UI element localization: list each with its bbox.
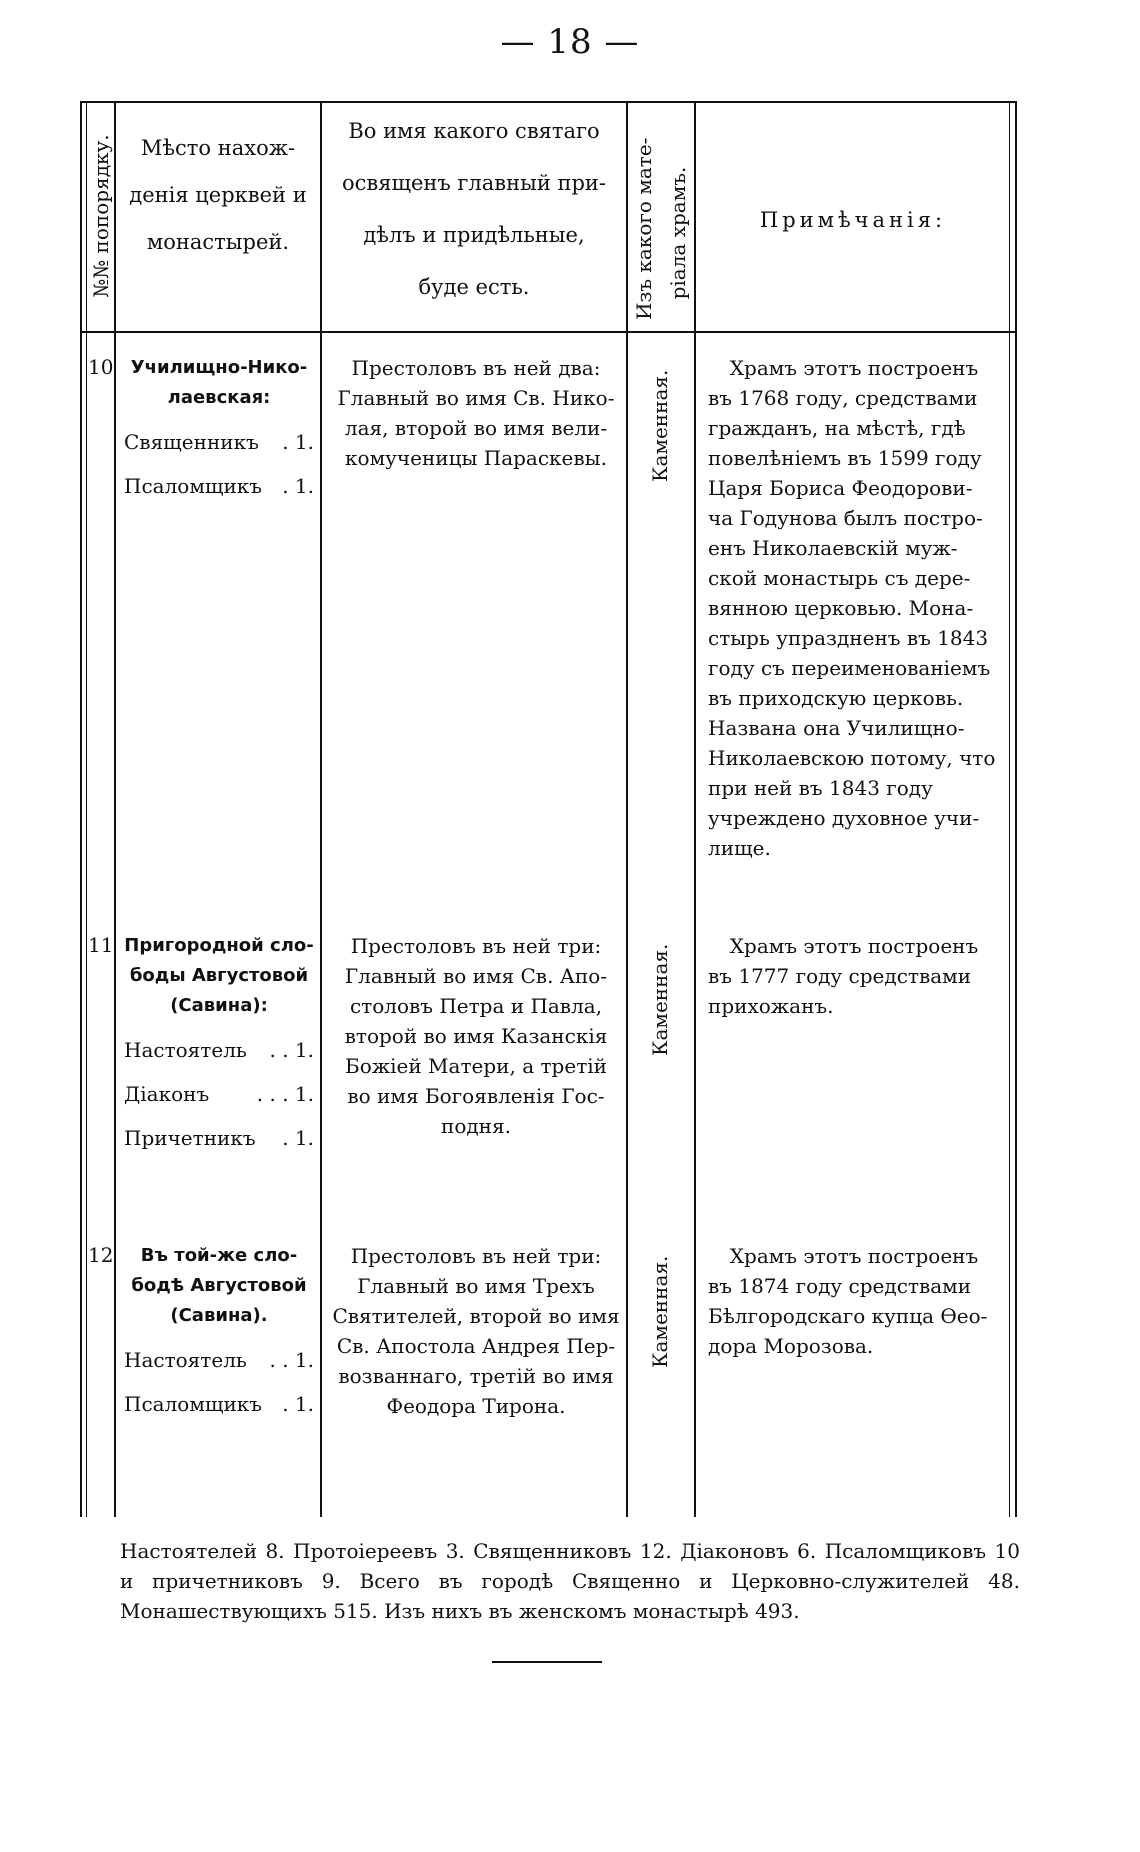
header-place: Мѣсто нахож- денія церквей и монастырей. — [129, 136, 307, 254]
col-divider-1 — [114, 101, 116, 1517]
row-12-dedication: Престоловъ въ ней три: Главный во имя Трехъ Святителей, второй во имя Св. Апостола Андрея Пер- возваннаго, третій во имя Феодора Тирона. — [332, 1244, 620, 1418]
table-border-left-inner — [86, 101, 87, 1517]
row-11-number: 11 — [88, 933, 114, 957]
header-dedication: Во имя какого святаго освященъ главный при- дѣлъ и придѣльные, буде есть. — [341, 119, 607, 299]
summary-paragraph: Настоятелей 8. Протоіереевъ 3. Священниковъ 12. Діаконовъ 6. Псаломщиковъ 10 и причетниковъ 9. Всего въ городѣ Священно и Церковно-служителей 48. Монашествующихъ 515. Изъ нихъ въ женскомъ монастырѣ 493. — [120, 1539, 1020, 1623]
end-rule — [492, 1661, 602, 1663]
table-border-right — [1015, 101, 1017, 1517]
row-12-number: 12 — [88, 1243, 114, 1267]
row-10-place: Училищно-Нико- лаевская: Священникъ . 1. Псаломщикъ . 1. — [124, 353, 314, 501]
row-11-notes: Храмъ этотъ построенъ въ 1777 году средствами прихожанъ. — [708, 934, 979, 1018]
row-10-staff-2: Псаломщикъ . 1. — [124, 474, 314, 498]
row-12-notes: Храмъ этотъ построенъ въ 1874 году средствами Бѣлгородскаго купца Ѳео- дора Морозова. — [708, 1244, 988, 1358]
row-11-material: Каменная. — [648, 943, 672, 1056]
table-border-right-inner — [1009, 101, 1010, 1517]
row-12-staff-2: Псаломщикъ . 1. — [124, 1392, 314, 1416]
row-10-staff-1: Священникъ . 1. — [124, 430, 314, 454]
row-11-place: Пригородной сло- боды Августовой (Савина): Настоятель . . 1. Діаконъ . . . 1. Причетникъ . 1. — [124, 931, 314, 1153]
row-12-place: Въ той-же сло- бодѣ Августовой (Савина). Настоятель . . 1. Псаломщикъ . 1. — [124, 1241, 314, 1419]
header-number: №№ попорядку. — [89, 134, 113, 298]
table-border-left — [80, 101, 82, 1517]
table-border-top — [80, 101, 1017, 103]
row-10-notes: Храмъ этотъ построенъ въ 1768 году, средствами гражданъ, на мѣстѣ, гдѣ повелѣніемъ въ 1599 году Царя Бориса Феодорови- ча Годунова былъ постро- енъ Николаевскій муж- ской монастырь съ дере- вянною церковью. Мона- стырь упраздненъ въ 1843 году съ переименованіемъ въ приходскую церковь. Названа она Училищно- Николаевскою потому, что при ней въ 1843 году учреждено духовное учи- лище. — [708, 356, 996, 860]
row-10-number: 10 — [88, 355, 114, 379]
row-10-dedication: Престоловъ въ ней два: Главный во имя Св. Нико- лая, второй во имя вели- комученицы Параскевы. — [337, 356, 615, 470]
header-material: Изъ какого мате- ріала храмъ. — [632, 137, 690, 320]
row-11-dedication: Престоловъ въ ней три: Главный во имя Св. Апо- столовъ Петра и Павла, второй во имя Казанскія Божіей Матери, а третій во имя Богоявленія Гос- подня. — [344, 934, 608, 1138]
row-12-staff-1: Настоятель . . 1. — [124, 1348, 314, 1372]
row-12-material: Каменная. — [648, 1255, 672, 1368]
header-notes: Примѣчанія: — [759, 208, 947, 232]
row-11-staff-3: Причетникъ . 1. — [124, 1126, 314, 1150]
row-11-staff-1: Настоятель . . 1. — [124, 1038, 314, 1062]
header-divider — [80, 331, 1017, 333]
col-divider-2 — [320, 101, 322, 1517]
row-10-material: Каменная. — [648, 369, 672, 482]
church-table — [80, 101, 1017, 1517]
row-11-staff-2: Діаконъ . . . 1. — [124, 1082, 314, 1106]
page-number: — 18 — — [500, 22, 640, 62]
